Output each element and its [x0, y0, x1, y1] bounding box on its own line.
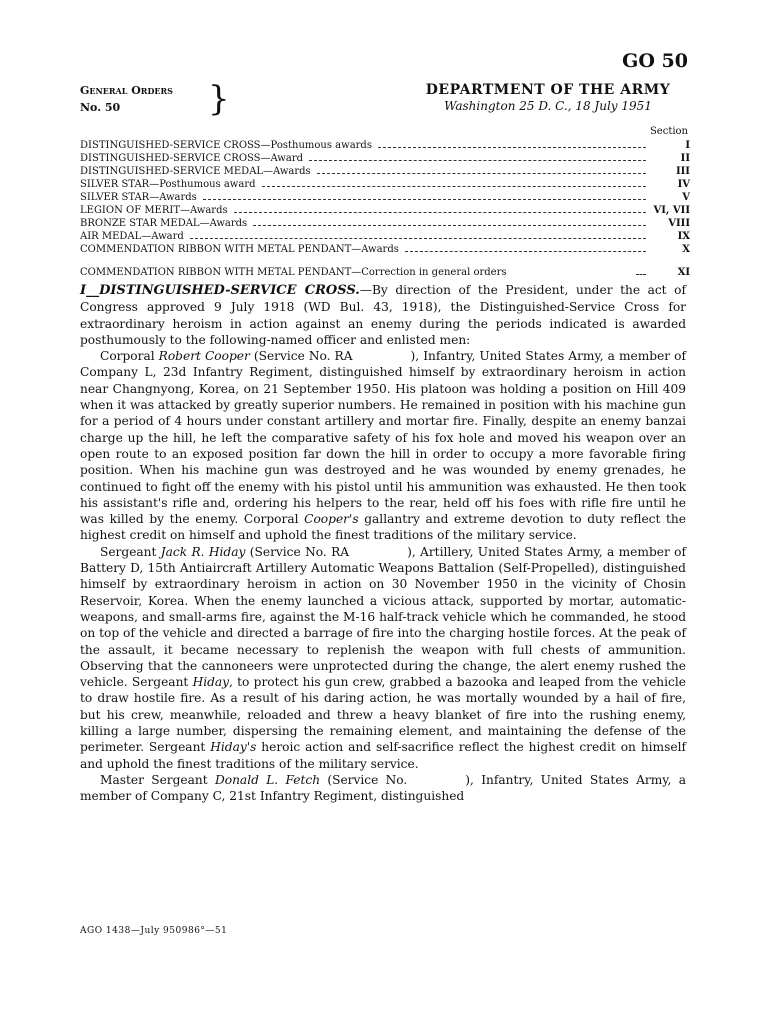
paragraph-text: , to protect his gun crew, grabbed a bazooka and leaped from the vehicle to draw hostile fire. As a result of his daring action, he was mortally wounded by a hail of fire, but his crew, meanwhile, reloaded and threw a heavy blanket of fire into the rushing enemy, killing a large number, dispersing the remaining element, and maintaining the defense of the perimeter. Sergeant: [80, 675, 686, 755]
toc-entry-text: SILVER STAR—Posthumous award: [80, 179, 256, 190]
leader-dots: [234, 212, 646, 213]
toc-row: [80, 190, 690, 203]
order-identifier: [80, 79, 230, 119]
toc-section-number: VIII: [668, 218, 690, 229]
toc-entry-text: DISTINGUISHED-SERVICE CROSS—Posthumous awards: [80, 140, 372, 151]
toc-row: [80, 203, 690, 216]
toc-row: [80, 177, 690, 190]
service-number-label: (Service No.: [320, 772, 408, 787]
toc-entry-text: COMMENDATION RIBBON WITH METAL PENDANT—Awards: [80, 244, 399, 255]
rank-text: Master Sergeant: [100, 772, 215, 787]
issuing-authority: [408, 82, 688, 113]
toc-row: [80, 242, 690, 255]
service-number-label: (Service No. RA: [245, 544, 350, 559]
toc-entry-text: DISTINGUISHED-SERVICE MEDAL—Awards: [80, 166, 311, 177]
paragraph-text: ), Infantry, United States Army, a member of Company L, 23d Infantry Regiment, distinguished himself by extraordinary heroism in action near Changnyong, Korea, on 21 September 1950. His platoon was holding a position on Hill 409 when it was attacked by greatly superior numbers. He remained in position with his machine gun for a period of 4 hours under constant artillery and mortar fire. Finally, despite an enemy banzai charge up the hill, he left the comparative safety of his fox hole and moved his weapon over an open route to an exposed position far down the hill in order to occupy a more favorable firing position. When his machine gun was destroyed and he was wounded by enemy grenades, he continued to fight off the enemy with his pistol until his ammunition was exhausted. He then took his assistant's rifle and, ordering his helpers to the rear, held off his foes with rifle fire until he was killed by the enemy. Corporal: [80, 349, 687, 527]
section-paragraph: [80, 282, 686, 348]
paragraph-text: ), Infantry, United States Army, a member of Company C, 21st Infantry Regiment, distinguished: [80, 772, 686, 804]
recipient-name: Jack R. Hiday: [160, 544, 246, 559]
leader-dots: [262, 186, 646, 187]
department-name: DEPARTMENT OF THE ARMY: [425, 82, 671, 98]
toc-section-number: I: [685, 140, 690, 151]
citation-paragraph: [80, 348, 686, 544]
order-number: No. 50: [80, 101, 121, 114]
rank-text: Corporal: [100, 349, 159, 364]
paragraph-text: heroic action and self-sacrifice reflect the highest credit on himself and uphold the finest traditions of the military service.: [80, 740, 686, 771]
paragraph-text: ), Artillery, United States Army, a member of Battery D, 15th Antiaircraft Artillery Automatic Weapons Battalion (Self-Propelled), distinguished himself by extraordinary heroism in action on 30 November 1950 in the vicinity of Chosin Reservoir, Korea. When the enemy launched a vicious attack, supported by mortar, automatic-weapons, and small-arms fire, against the M-16 half-track vehicle which he commanded, he stood on top of the vehicle and directed a barrage of fire into the charging hostile forces. At the peak of the assault, it became necessary to replenish the weapon with full chests of ammunition. Observing that the cannoneers were unprotected during the change, the alert enemy rushed the vehicle. Sergeant: [80, 544, 686, 690]
go-number: GO 50: [622, 50, 688, 72]
toc-section-number: IX: [677, 231, 690, 242]
location-date: Washington 25 D. C., 18 July 1951: [444, 99, 652, 113]
toc-section-number: V: [682, 192, 690, 203]
toc-entry-text: BRONZE STAR MEDAL—Awards: [80, 218, 248, 229]
leader-dots: [190, 238, 646, 239]
toc-entry-text: SILVER STAR—Awards: [80, 192, 197, 203]
leader-dots: [253, 225, 646, 226]
table-of-contents: [80, 126, 690, 278]
leader-dots: [309, 160, 646, 161]
service-number-label: (Service No. RA: [249, 349, 353, 364]
paragraph-text: gallantry and extreme devotion to duty reflect the highest credit on himself and uphold the finest traditions of the military service.: [80, 512, 686, 543]
toc-row: [80, 216, 690, 229]
toc-section-number: II: [680, 153, 690, 164]
print-code: AGO 1438—July 950986°—51: [80, 926, 228, 936]
rank-text: Sergeant: [100, 544, 161, 559]
toc-row: [80, 229, 690, 242]
toc-row: [80, 138, 690, 151]
toc-section-number: IV: [677, 179, 690, 190]
toc-section-number: VI, VII: [653, 205, 690, 216]
recipient-name: Hiday: [192, 675, 230, 690]
citation-paragraph: [80, 772, 686, 805]
recipient-name: Hiday's: [210, 740, 257, 755]
brace-icon: }: [208, 79, 230, 119]
recipient-name: Donald L. Fetch: [214, 772, 321, 787]
leader-dots: [405, 251, 646, 252]
toc-section-number: X: [682, 244, 690, 255]
toc-entry-text: DISTINGUISHED-SERVICE CROSS—Award: [80, 153, 304, 164]
citation-paragraph: [80, 544, 686, 772]
leader-dots: [378, 147, 646, 148]
toc-entry-text: AIR MEDAL—Award: [80, 231, 184, 242]
leader-dots: [317, 173, 646, 174]
leader-dots: [636, 274, 646, 275]
general-orders-label: General Orders: [80, 84, 173, 97]
leader-dots: [203, 199, 646, 200]
recipient-name: Cooper's: [304, 512, 359, 527]
toc-section-number: XI: [677, 267, 690, 278]
toc-row: [80, 164, 690, 177]
order-body: [80, 282, 686, 805]
paragraph-text: —By direction of the President, under the act of Congress approved 9 July 1918 (WD Bul. 43, 1918), the Distinguished-Service Cross for extraordinary heroism in action against an enemy during the periods indicated is awarded posthumously to the following-named officer and enlisted men:: [80, 283, 686, 347]
toc-section-number: III: [675, 166, 690, 177]
toc-row: [80, 255, 690, 278]
toc-entry-text: LEGION OF MERIT—Awards: [80, 205, 228, 216]
toc-entry-text: COMMENDATION RIBBON WITH METAL PENDANT—Correction in general orders: [80, 267, 507, 278]
recipient-name: Robert Cooper: [158, 349, 250, 364]
toc-row: [80, 151, 690, 164]
section-heading: I__DISTINGUISHED-SERVICE CROSS.: [80, 283, 360, 298]
section-column-label: Section: [649, 126, 688, 137]
